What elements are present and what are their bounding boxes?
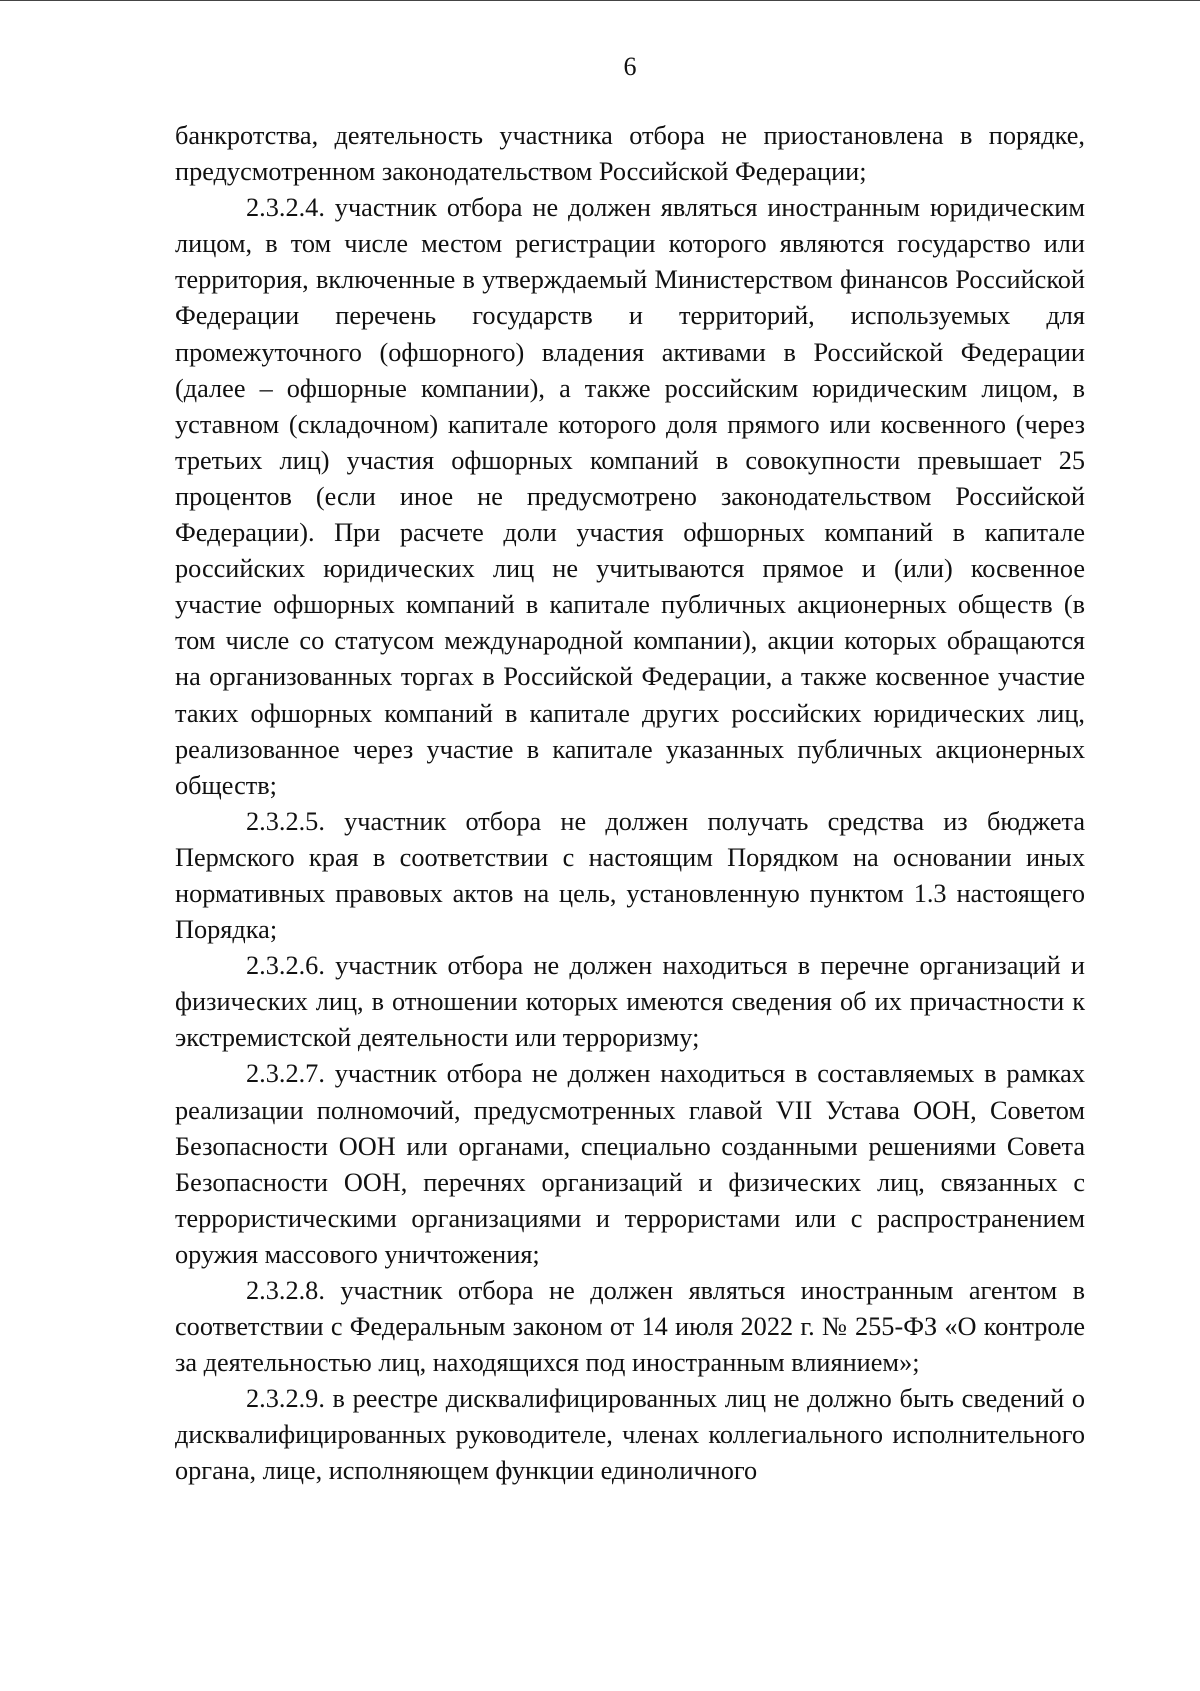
paragraph-2-3-2-6: 2.3.2.6. участник отбора не должен находиться в перечне организаций и физических лиц, в отношении которых имеются сведения об их причастности к экстремистской деятельности или терроризму; (175, 951, 1085, 1053)
paragraph-2-3-2-9: 2.3.2.9. в реестре дисквалифицированных лиц не должно быть сведений о дисквалифицированных руководителе, членах коллегиального исполнительного органа, лице, исполняющем функции единоличного (175, 1384, 1085, 1486)
page-number: 6 (623, 52, 637, 81)
paragraph-2-3-2-7: 2.3.2.7. участник отбора не должен находиться в составляемых в рамках реализации полномочий, предусмотренных главой VII Устава ООН, Советом Безопасности ООН или органами, специально созданными решениями Совета Безопасности ООН, перечнях организаций и физических лиц, связанных с террористическими организациями и террористами или с распространением оружия массового уничтожения; (175, 1059, 1085, 1269)
paragraph-2-3-2-5: 2.3.2.5. участник отбора не должен получать средства из бюджета Пермского края в соответствии с настоящим Порядком на основании иных нормативных правовых актов на цель, установленную пунктом 1.3 настоящего Порядка; (175, 806, 1085, 945)
document-body (175, 118, 1085, 1490)
paragraph-2-3-2-8: 2.3.2.8. участник отбора не должен являться иностранным агентом в соответствии с Федеральным законом от 14 июля 2022 г. № 255-ФЗ «О контроле за деятельностью лиц, находящихся под иностранным влиянием»; (175, 1276, 1085, 1378)
paragraph-2-3-2-4: 2.3.2.4. участник отбора не должен являться иностранным юридическим лицом, в том числе местом регистрации которого являются государство или территория, включенные в утверждаемый Министерством финансов Российской Федерации перечень государств и территорий, используемых для промежуточного (офшорного) владения активами в Российской Федерации (далее – офшорные компании), а также российским юридическим лицом, в уставном (складочном) капитале которого доля прямого или косвенного (через третьих лиц) участия офшорных компаний в совокупности превышает 25 процентов (если иное не предусмотрено законодательством Российской Федерации). При расчете доли участия офшорных компаний в капитале российских юридических лиц не учитываются прямое и (или) косвенное участие офшорных компаний в капитале публичных акционерных обществ (в том числе со статусом международной компании), акции которых обращаются на организованных торгах в Российской Федерации, а также косвенное участие таких офшорных компаний в капитале других российских юридических лиц, реализованное через участие в капитале указанных публичных акционерных обществ; (175, 193, 1085, 800)
paragraph-continuation: банкротства, деятельность участника отбора не приостановлена в порядке, предусмотренном законодательством Российской Федерации; (175, 121, 1085, 187)
